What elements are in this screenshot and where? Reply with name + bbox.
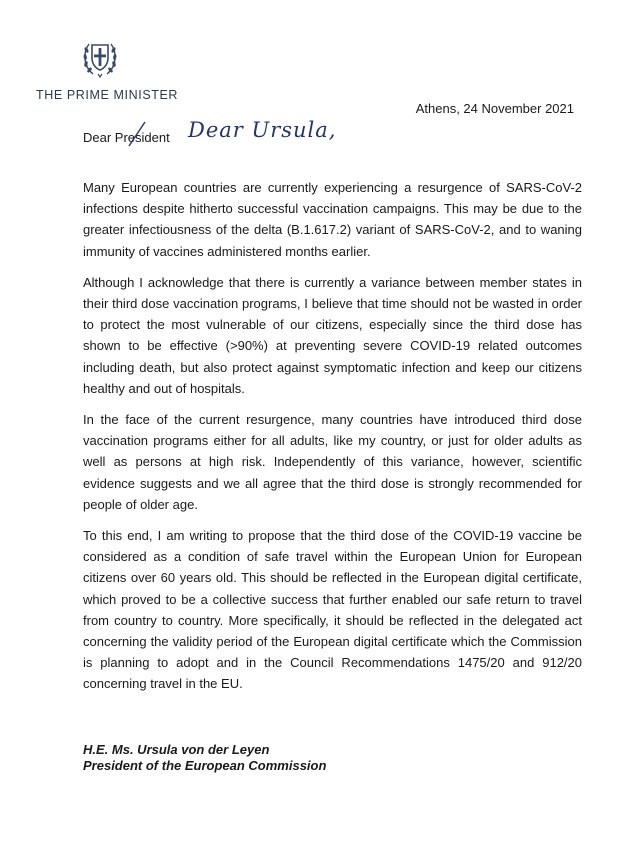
addressee-name: H.E. Ms. Ursula von der Leyen	[83, 742, 270, 757]
paragraph: To this end, I am writing to propose that the third dose of the COVID-19 vaccine be considered as a condition of safe travel within the European Union for European citizens over 60 years old. This should be reflected in the European digital certificate, which proved to be a collective success that further enabled our safe return to travel from country to country. More specifically, it should be reflected in the delegated act concerning the validity period of the European digital certificate which the Commission is planning to adopt and in the Council Recommendations 1475/20 and 912/20 concerning travel in the EU.	[83, 528, 582, 692]
salutation-text: Dear President	[83, 130, 170, 145]
handwritten-salutation: Dear Ursula,	[188, 118, 337, 142]
letter-body	[83, 177, 582, 705]
addressee-title: President of the European Commission	[83, 758, 327, 773]
paragraph: Although I acknowledge that there is currently a variance between member states in their third dose vaccination programs, I believe that time should not be wasted in order to protect the most vulnerable of our citizens, especially since the third dose has shown to be effective (>90%) at preventing severe COVID-19 related outcomes including death, but also protect against symptomatic infection and keep our citizens healthy and out of hospitals.	[83, 274, 582, 396]
letterhead	[0, 36, 200, 80]
letter-date: Athens, 24 November 2021	[415, 101, 574, 116]
paragraph: In the face of the current resurgence, many countries have introduced third dose vaccination programs either for all adults, like my country, or just for older adults as well as persons at high risk. Independently of this variance, however, scientific evidence suggests and we all agree that the third dose is strongly recommended for people of older age.	[83, 412, 582, 512]
pen-strike-mark	[127, 120, 149, 148]
struck-salutation	[83, 130, 170, 145]
office-title: THE PRIME MINISTER	[36, 88, 179, 102]
addressee-block	[83, 742, 326, 774]
paragraph: Many European countries are currently experiencing a resurgence of SARS-CoV-2 infections despite hitherto successful vaccination campaigns. This may be due to the greater infectiousness of the delta (B.1.617.2) variant of SARS-CoV-2, and to waning immunity of vaccines administered months earlier.	[83, 180, 582, 259]
greek-coat-of-arms-icon	[81, 36, 119, 80]
printed-salutation	[83, 130, 170, 145]
